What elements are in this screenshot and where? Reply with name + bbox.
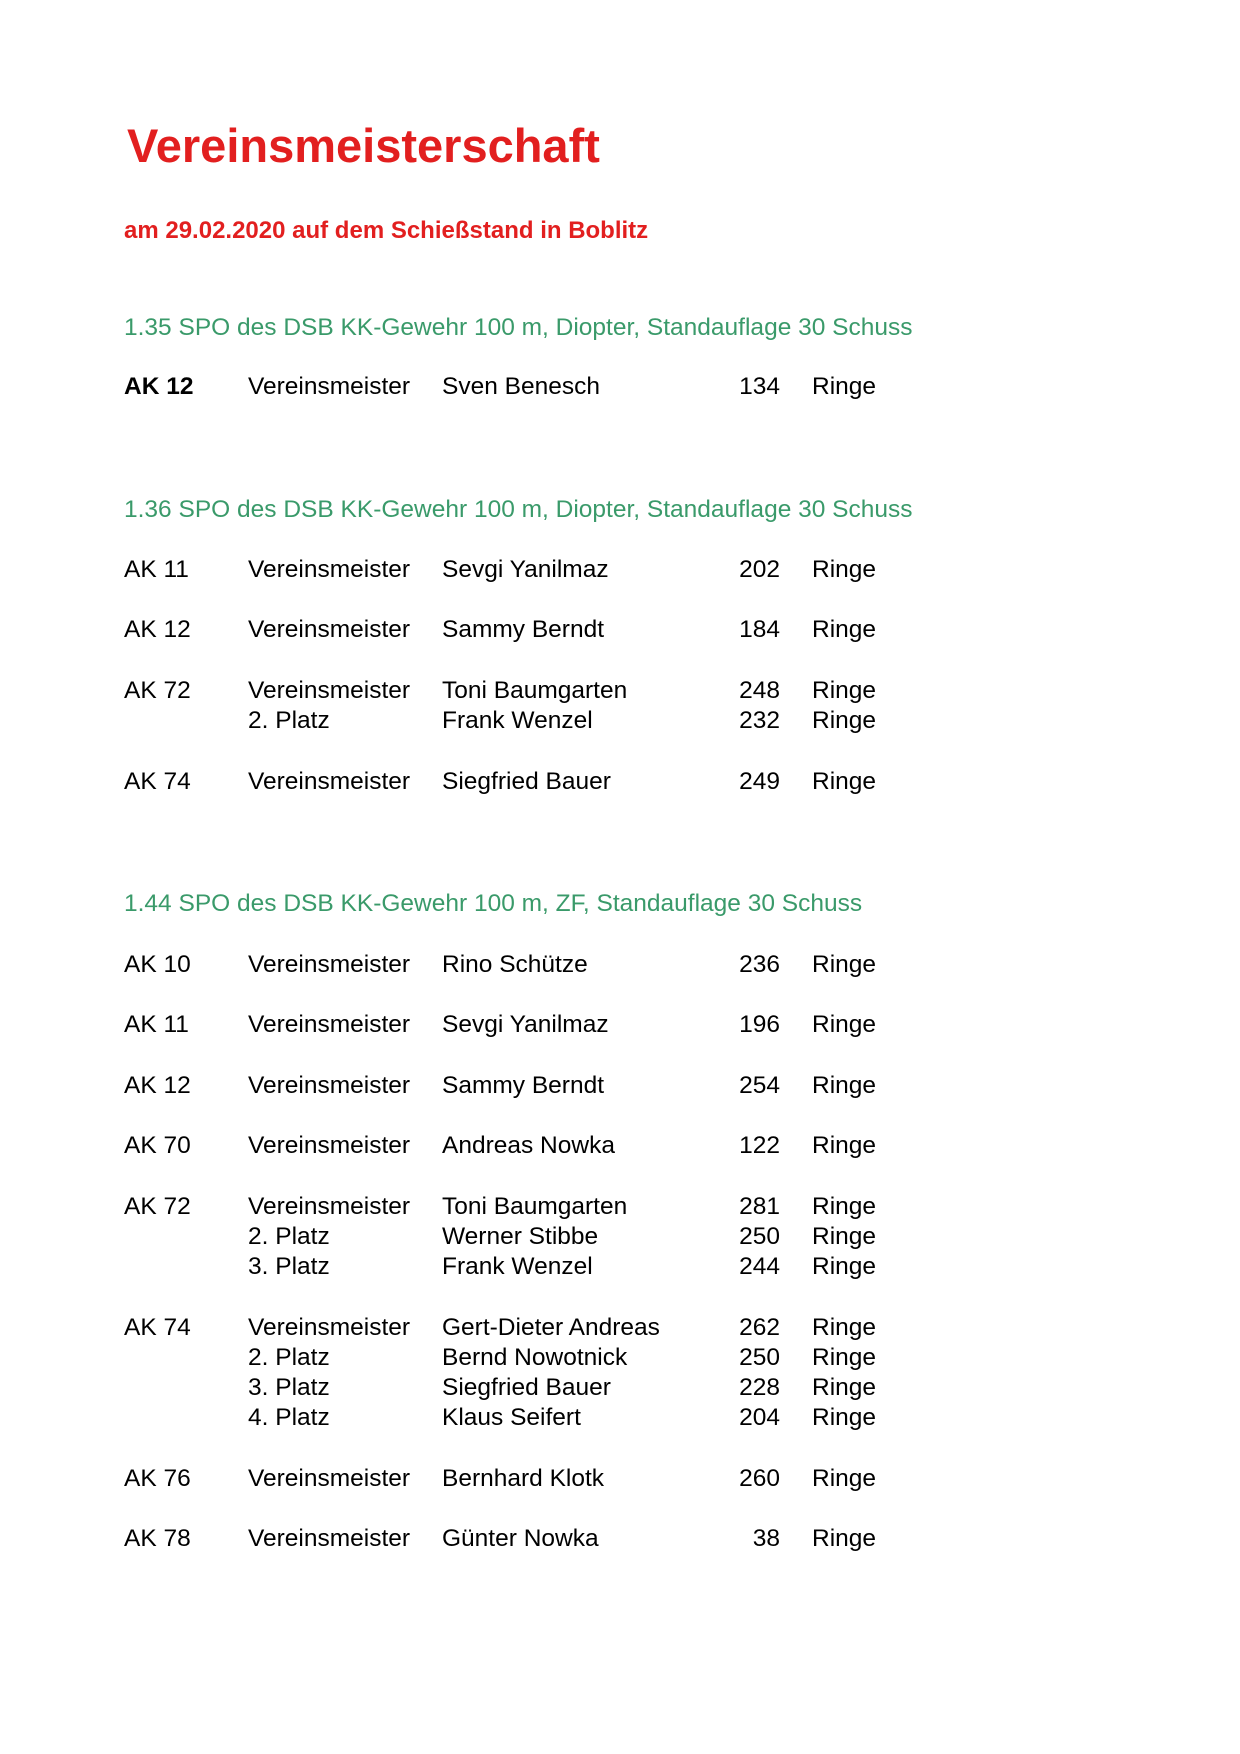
shooter-name: Sammy Berndt bbox=[442, 616, 605, 643]
shooter-name: Siegfried Bauer bbox=[442, 768, 611, 795]
result-row bbox=[0, 706, 1240, 736]
shooter-name: Sevgi Yanilmaz bbox=[442, 1011, 609, 1038]
score-unit: Ringe bbox=[812, 1404, 877, 1431]
score: 250 bbox=[739, 1344, 780, 1371]
score-unit: Ringe bbox=[812, 1465, 877, 1492]
placement: 4. Platz bbox=[248, 1404, 330, 1431]
score-unit: Ringe bbox=[812, 1223, 877, 1250]
score-unit: Ringe bbox=[812, 1374, 877, 1401]
age-class: AK 11 bbox=[124, 556, 189, 583]
result-row bbox=[0, 1131, 1240, 1161]
result-row bbox=[0, 950, 1240, 980]
shooter-name: Sven Benesch bbox=[442, 373, 600, 400]
score: 281 bbox=[739, 1193, 780, 1220]
shooter-name: Rino Schütze bbox=[442, 951, 588, 978]
result-row bbox=[0, 1252, 1240, 1282]
score: 204 bbox=[739, 1404, 780, 1431]
score-unit: Ringe bbox=[812, 951, 877, 978]
score-unit: Ringe bbox=[812, 677, 877, 704]
score-unit: Ringe bbox=[812, 1314, 877, 1341]
score: 196 bbox=[739, 1011, 780, 1038]
shooter-name: Frank Wenzel bbox=[442, 707, 593, 734]
result-row bbox=[0, 555, 1240, 585]
score-unit: Ringe bbox=[812, 1072, 877, 1099]
score-unit: Ringe bbox=[812, 1193, 877, 1220]
score: 122 bbox=[739, 1132, 780, 1159]
shooter-name: Werner Stibbe bbox=[442, 1223, 599, 1250]
placement: Vereinsmeister bbox=[248, 1465, 411, 1492]
shooter-name: Bernhard Klotk bbox=[442, 1465, 605, 1492]
placement: Vereinsmeister bbox=[248, 556, 411, 583]
score: 134 bbox=[739, 373, 780, 400]
result-row bbox=[0, 1313, 1240, 1343]
score: 184 bbox=[739, 616, 780, 643]
placement: 2. Platz bbox=[248, 707, 330, 734]
score-unit: Ringe bbox=[812, 707, 877, 734]
score: 202 bbox=[739, 556, 780, 583]
placement: Vereinsmeister bbox=[248, 1525, 411, 1552]
age-class: AK 12 bbox=[124, 616, 191, 643]
result-row bbox=[0, 1343, 1240, 1373]
score-unit: Ringe bbox=[812, 1253, 877, 1280]
score-unit: Ringe bbox=[812, 1132, 877, 1159]
section-heading: 1.44 SPO des DSB KK-Gewehr 100 m, ZF, Standauflage 30 Schuss bbox=[124, 890, 863, 917]
shooter-name: Andreas Nowka bbox=[442, 1132, 615, 1159]
score: 250 bbox=[739, 1223, 780, 1250]
age-class: AK 74 bbox=[124, 1314, 191, 1341]
placement: Vereinsmeister bbox=[248, 677, 411, 704]
score-unit: Ringe bbox=[812, 1344, 877, 1371]
result-row bbox=[0, 1464, 1240, 1494]
age-class: AK 78 bbox=[124, 1525, 191, 1552]
result-row bbox=[0, 767, 1240, 797]
result-row bbox=[0, 1222, 1240, 1252]
score-unit: Ringe bbox=[812, 373, 877, 400]
score-unit: Ringe bbox=[812, 556, 877, 583]
placement: 3. Platz bbox=[248, 1253, 330, 1280]
placement: Vereinsmeister bbox=[248, 1132, 411, 1159]
placement: Vereinsmeister bbox=[248, 616, 411, 643]
score-unit: Ringe bbox=[812, 768, 877, 795]
placement: Vereinsmeister bbox=[248, 1011, 411, 1038]
result-row bbox=[0, 1192, 1240, 1222]
score: 228 bbox=[739, 1374, 780, 1401]
section-heading: 1.35 SPO des DSB KK-Gewehr 100 m, Diopter, Standauflage 30 Schuss bbox=[124, 314, 913, 341]
score: 236 bbox=[739, 951, 780, 978]
age-class: AK 72 bbox=[124, 1193, 191, 1220]
result-row bbox=[0, 1010, 1240, 1040]
placement: 2. Platz bbox=[248, 1344, 330, 1371]
shooter-name: Gert-Dieter Andreas bbox=[442, 1314, 660, 1341]
shooter-name: Günter Nowka bbox=[442, 1525, 599, 1552]
shooter-name: Sevgi Yanilmaz bbox=[442, 556, 609, 583]
shooter-name: Klaus Seifert bbox=[442, 1404, 581, 1431]
placement: Vereinsmeister bbox=[248, 1193, 411, 1220]
shooter-name: Toni Baumgarten bbox=[442, 677, 628, 704]
placement: Vereinsmeister bbox=[248, 768, 411, 795]
placement: Vereinsmeister bbox=[248, 373, 411, 400]
result-row bbox=[0, 676, 1240, 706]
placement: 3. Platz bbox=[248, 1374, 330, 1401]
event-subtitle: am 29.02.2020 auf dem Schießstand in Boblitz bbox=[124, 217, 649, 244]
score: 262 bbox=[739, 1314, 780, 1341]
score-unit: Ringe bbox=[812, 1011, 877, 1038]
age-class: AK 12 bbox=[124, 373, 194, 400]
result-row bbox=[0, 372, 1240, 402]
result-row bbox=[0, 1524, 1240, 1554]
result-row bbox=[0, 1071, 1240, 1101]
result-row bbox=[0, 1403, 1240, 1433]
result-row bbox=[0, 1373, 1240, 1403]
placement: Vereinsmeister bbox=[248, 951, 411, 978]
shooter-name: Toni Baumgarten bbox=[442, 1193, 628, 1220]
score: 260 bbox=[739, 1465, 780, 1492]
page-title: Vereinsmeisterschaft bbox=[127, 119, 600, 172]
score: 249 bbox=[739, 768, 780, 795]
age-class: AK 11 bbox=[124, 1011, 189, 1038]
age-class: AK 72 bbox=[124, 677, 191, 704]
score-unit: Ringe bbox=[812, 1525, 877, 1552]
age-class: AK 12 bbox=[124, 1072, 191, 1099]
score: 244 bbox=[739, 1253, 780, 1280]
age-class: AK 74 bbox=[124, 768, 191, 795]
placement: Vereinsmeister bbox=[248, 1072, 411, 1099]
placement: Vereinsmeister bbox=[248, 1314, 411, 1341]
shooter-name: Frank Wenzel bbox=[442, 1253, 593, 1280]
score-unit: Ringe bbox=[812, 616, 877, 643]
score: 38 bbox=[752, 1525, 780, 1552]
score: 232 bbox=[739, 707, 780, 734]
age-class: AK 76 bbox=[124, 1465, 191, 1492]
section-heading: 1.36 SPO des DSB KK-Gewehr 100 m, Diopter, Standauflage 30 Schuss bbox=[124, 496, 913, 523]
age-class: AK 10 bbox=[124, 951, 191, 978]
age-class: AK 70 bbox=[124, 1132, 191, 1159]
result-row bbox=[0, 615, 1240, 645]
shooter-name: Sammy Berndt bbox=[442, 1072, 605, 1099]
shooter-name: Siegfried Bauer bbox=[442, 1374, 611, 1401]
shooter-name: Bernd Nowotnick bbox=[442, 1344, 628, 1371]
score: 248 bbox=[739, 677, 780, 704]
placement: 2. Platz bbox=[248, 1223, 330, 1250]
score: 254 bbox=[739, 1072, 780, 1099]
